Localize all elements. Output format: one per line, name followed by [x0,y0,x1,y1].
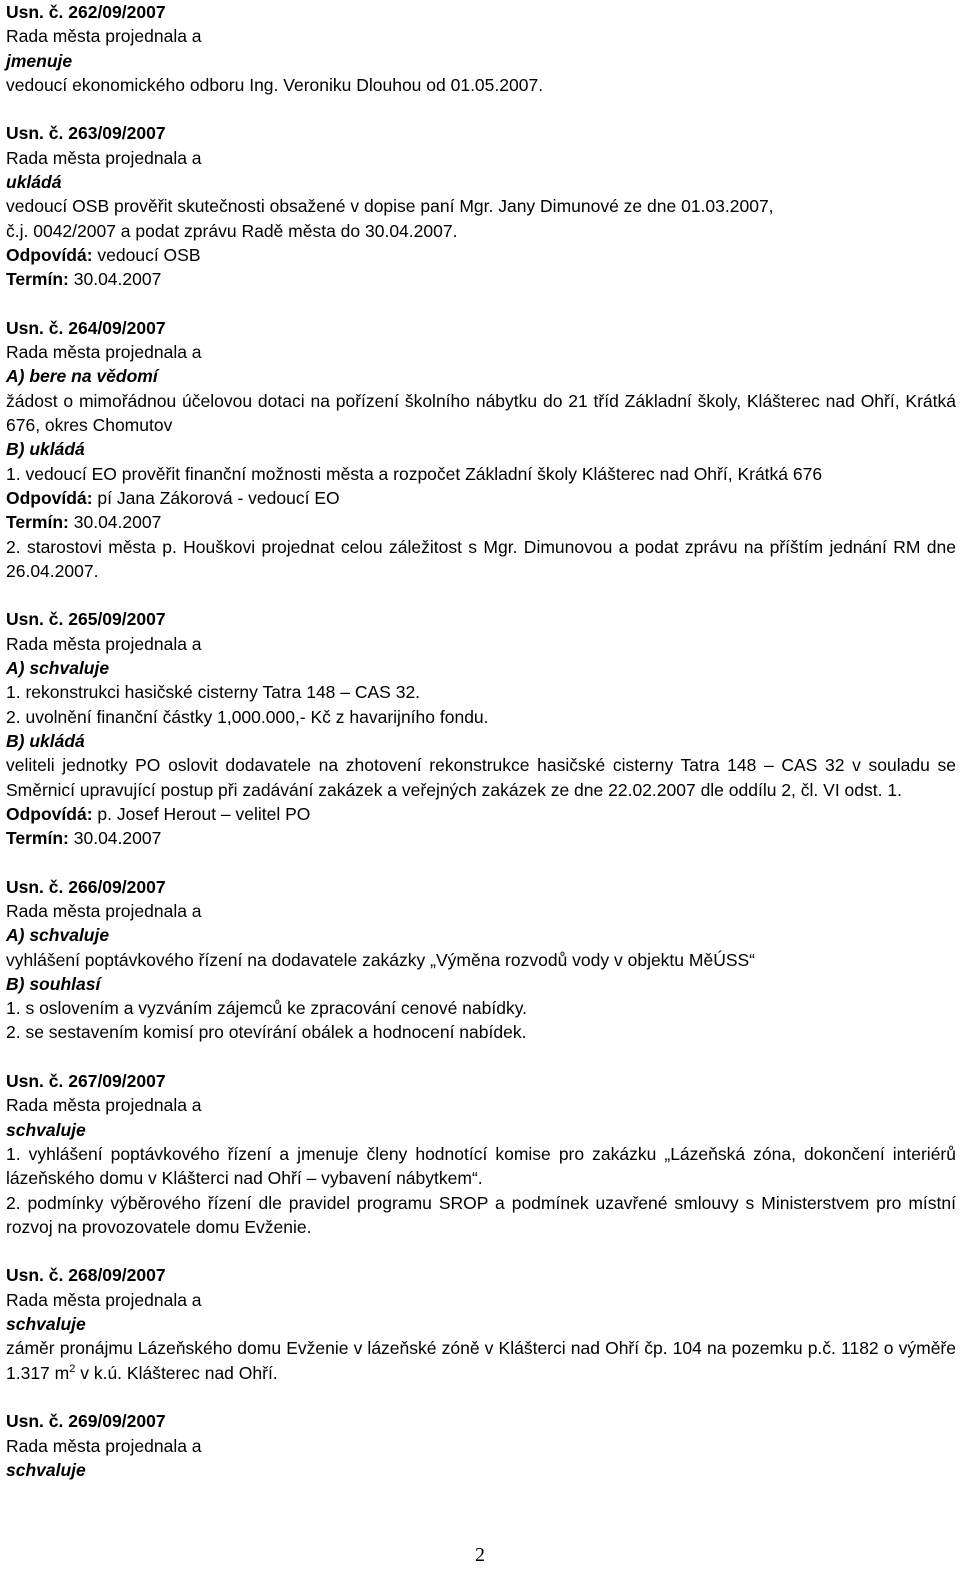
section-a-text: vyhlášení poptávkového řízení na dodavatele zakázky „Výměna rozvodů vody v objektu MěÚSS“ [6,949,756,970]
resolution-number: Usn. č. 267/09/2007 [6,1071,166,1092]
deadline-value: 30.04.2007 [68,828,162,849]
responsible-label: Odpovídá: [6,487,93,508]
list-item-2: 2. se sestavením komisí pro otevírání obálek a hodnocení nabídek. [6,1022,527,1043]
resolution-268 [6,1263,956,1384]
responsible-value: p. Josef Herout – velitel PO [92,803,311,824]
resolution-verb: ukládá [6,172,62,193]
list-item-1: 1. s oslovením a vyzváním zájemců ke zpracování cenové nabídky. [6,998,528,1019]
section-b-text: veliteli jednotky PO oslovit dodavatele na zhotovení rekonstrukce hasičské cisterny Tatra 148 – CAS 32 v souladu se Směrnicí upravující postup při zadávání zakázek a veřejných zakázek ze dne 22.02.2007 dle oddílu 2, čl. VI odst. 1. [6,755,956,800]
responsible-value: pí Jana Zákorová - vedoucí EO [92,487,340,508]
resolution-text: vedoucí ekonomického odboru Ing. Veroniku Dlouhou od 01.05.2007. [6,74,544,95]
resolution-number: Usn. č. 263/09/2007 [6,123,166,144]
resolution-number: Usn. č. 262/09/2007 [6,2,166,22]
responsible-line [6,802,956,826]
responsible-line [6,486,956,510]
superscript-2: 2 [69,1362,76,1375]
responsible-value: vedoucí OSB [92,244,201,265]
council-line: Rada města projednala a [6,900,202,921]
section-b-heading: B) ukládá [6,439,85,460]
council-line: Rada města projednala a [6,633,202,654]
council-line: Rada města projednala a [6,1095,202,1116]
resolution-text-tail: v k.ú. Klášterec nad Ohří. [75,1362,278,1383]
resolution-text-line1: vedoucí OSB prověřit skutečnosti obsažené v dopise paní Mgr. Jany Dimunové ze dne 01.03.2007, [6,196,774,217]
resolution-text-line2: č.j. 0042/2007 a podat zprávu Radě města do 30.04.2007. [6,220,458,241]
section-a-heading: A) schvaluje [6,925,110,946]
section-a-text: žádost o mimořádnou účelovou dotaci na pořízení školního nábytku do 21 tříd Základní školy, Klášterec nad Ohří, Krátká 676, okres Chomutov [6,390,956,436]
responsible-label: Odpovídá: [6,244,93,265]
section-a-heading: A) schvaluje [6,658,110,679]
resolution-text-main: záměr pronájmu Lázeňského domu Evženie v lázeňské zóně v Klášterci nad Ohří čp. 104 na pozemku p.č. 1182 o výměře 1.317 m [6,1338,956,1383]
council-line: Rada města projednala a [6,342,202,363]
deadline-label: Termín: [6,512,69,533]
resolution-263 [6,121,956,291]
council-line: Rada města projednala a [6,1289,202,1310]
resolution-text [6,1336,956,1385]
page-number: 2 [475,1544,485,1566]
resolution-262 [6,0,956,97]
resolution-269 [6,1409,956,1482]
list-item-1: 1. rekonstrukci hasičské cisterny Tatra 148 – CAS 32. [6,682,421,703]
responsible-line [6,243,956,267]
resolution-verb: schvaluje [6,1314,86,1335]
list-item-1: 1. vyhlášení poptávkového řízení a jmenuje členy hodnotící komise pro zakázku „Lázeňská zóna, dokončení interiérů lázeňského domu v Klášterci nad Ohří – vybavení nábytkem“. [6,1143,956,1189]
resolution-number: Usn. č. 265/09/2007 [6,609,166,630]
document-page [6,0,956,1482]
list-item-2: 2. podmínky výběrového řízení dle pravidel programu SROP a podmínek uzavřené smlouvy s Ministerstvem pro místní rozvoj na provozovatele domu Evženie. [6,1192,956,1237]
deadline-label: Termín: [6,269,69,290]
list-item-2: 2. uvolnění finanční částky 1,000.000,- Kč z havarijního fondu. [6,706,489,727]
resolution-verb: jmenuje [6,50,73,71]
section-a-heading: A) bere na vědomí [6,366,158,387]
deadline-line [6,510,956,534]
resolution-verb: schvaluje [6,1459,86,1480]
responsible-label: Odpovídá: [6,803,93,824]
deadline-value: 30.04.2007 [68,269,162,290]
deadline-value: 30.04.2007 [68,512,162,533]
section-b-heading: B) souhlasí [6,973,101,994]
resolution-verb: schvaluje [6,1119,86,1140]
deadline-line [6,826,956,850]
resolution-number: Usn. č. 266/09/2007 [6,876,166,897]
resolution-265 [6,607,956,850]
resolution-264 [6,316,956,583]
list-item-1: 1. vedoucí EO prověřit finanční možnosti města a rozpočet Základní školy Klášterec nad Ohří, Krátká 676 [6,463,823,484]
list-item-2: 2. starostovi města p. Houškovi projednat celou záležitost s Mgr. Dimunovou a podat zprávu na příštím jednání RM dne 26.04.2007. [6,536,956,581]
section-b-heading: B) ukládá [6,730,85,751]
resolution-number: Usn. č. 264/09/2007 [6,317,166,338]
deadline-line [6,267,956,291]
resolution-267 [6,1069,956,1239]
council-line: Rada města projednala a [6,147,202,168]
council-line: Rada města projednala a [6,1435,202,1456]
deadline-label: Termín: [6,828,69,849]
resolution-266 [6,875,956,1045]
resolution-number: Usn. č. 269/09/2007 [6,1411,166,1432]
resolution-number: Usn. č. 268/09/2007 [6,1265,166,1286]
council-line: Rada města projednala a [6,26,202,47]
